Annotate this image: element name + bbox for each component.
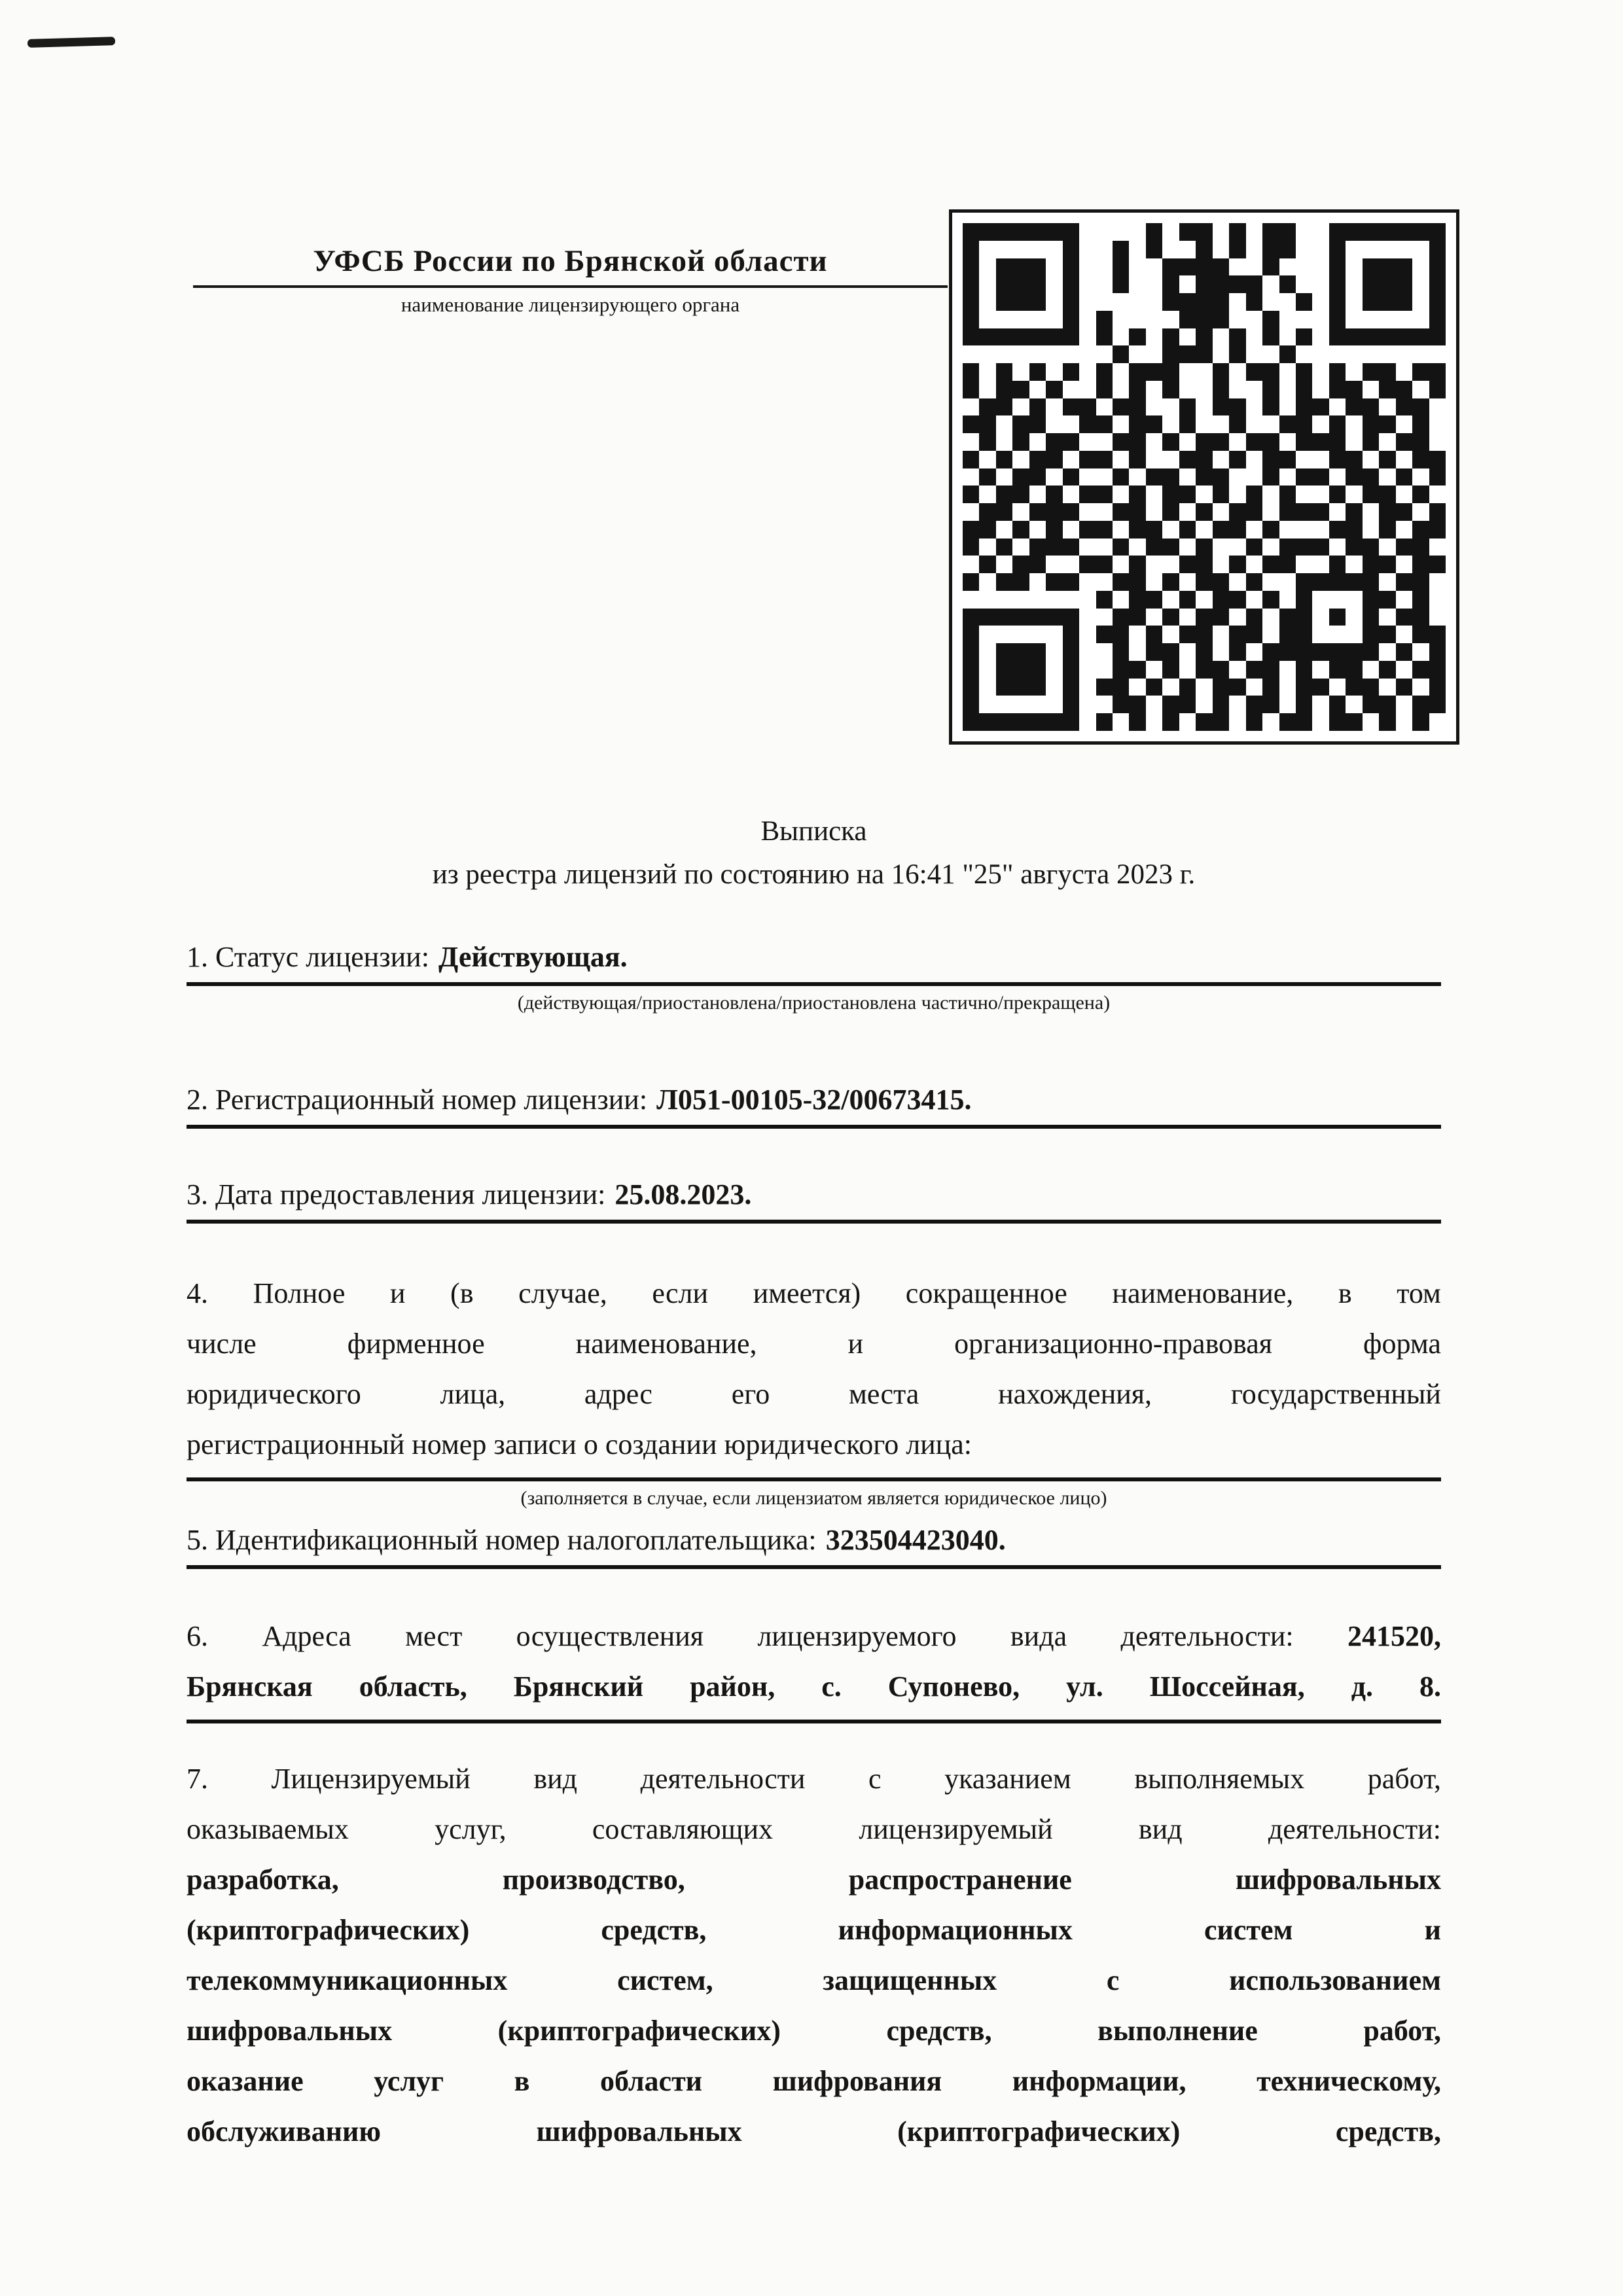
paragraph-line bbox=[187, 2106, 1441, 2157]
header-underline bbox=[193, 285, 948, 288]
text-word: выполнение bbox=[1097, 2015, 1258, 2047]
text-word: осуществления bbox=[516, 1620, 704, 1652]
text-word: систем, bbox=[617, 1964, 713, 1996]
text-word: (криптографических) bbox=[897, 2115, 1181, 2147]
text-word: в bbox=[1338, 1277, 1352, 1309]
license-status-caption: (действующая/приостановлена/приостановлена частично/прекращена) bbox=[517, 992, 1111, 1014]
text-word: с. bbox=[821, 1670, 842, 1703]
paragraph-line bbox=[187, 1369, 1441, 1419]
paragraph-line bbox=[187, 1419, 1441, 1470]
text-word: шифровальных bbox=[536, 2115, 742, 2147]
item-grant-date bbox=[187, 1178, 1441, 1224]
text-word: шифровальных bbox=[1235, 1863, 1441, 1896]
text-word: случае, bbox=[518, 1277, 607, 1309]
text-word: Полное bbox=[253, 1277, 346, 1309]
document-subtitle: из реестра лицензий по состоянию на 16:41 "25" августа 2023 г. bbox=[432, 859, 1196, 890]
text-word: форма bbox=[1363, 1328, 1441, 1360]
text-word: деятельности bbox=[640, 1763, 806, 1795]
text-word: и bbox=[847, 1328, 864, 1360]
qr-code bbox=[949, 209, 1459, 745]
paragraph-line bbox=[187, 1804, 1441, 1854]
text-word: работ, bbox=[1367, 1763, 1441, 1795]
text-word: 7. bbox=[187, 1763, 208, 1795]
text-word: использованием bbox=[1229, 1964, 1441, 1996]
text-word: его bbox=[731, 1378, 770, 1410]
text-word: указанием bbox=[944, 1763, 1071, 1795]
text-word: защищенных bbox=[823, 1964, 997, 1996]
license-status-value: Действующая. bbox=[438, 941, 628, 973]
text-word: разработка, bbox=[187, 1863, 339, 1896]
text-word: мест bbox=[405, 1620, 463, 1652]
text-word: выполняемых bbox=[1134, 1763, 1305, 1795]
text-word: с bbox=[868, 1763, 882, 1795]
text-word: фирменное bbox=[347, 1328, 485, 1360]
text-word: адрес bbox=[584, 1378, 652, 1410]
taxpayer-number-label: 5. Идентификационный номер налогоплательщика: bbox=[187, 1524, 817, 1556]
text-word: вид bbox=[533, 1763, 578, 1795]
text-word: Брянская bbox=[187, 1670, 313, 1703]
registration-number-value: Л051-00105-32/00673415. bbox=[656, 1084, 972, 1116]
text-word: и bbox=[1424, 1914, 1441, 1946]
text-segment: регистрационный номер записи о создании юридического лица: bbox=[187, 1428, 972, 1460]
item-legal-entity-name bbox=[187, 1268, 1441, 1510]
text-word: область, bbox=[359, 1670, 467, 1703]
text-word: Супонево, bbox=[887, 1670, 1020, 1703]
licensing-authority-name: УФСБ России по Брянской области bbox=[313, 244, 828, 278]
item-licensed-activity bbox=[187, 1754, 1441, 2157]
licensed-activity-paragraph bbox=[187, 1754, 1441, 2157]
text-word: средств, bbox=[601, 1914, 707, 1946]
paragraph-line bbox=[187, 1905, 1441, 1955]
text-word: средств, bbox=[1335, 2115, 1441, 2147]
text-word: информационных bbox=[838, 1914, 1073, 1946]
text-word: вида bbox=[1010, 1620, 1067, 1652]
grant-date-value: 25.08.2023. bbox=[615, 1178, 752, 1210]
text-word: нахождения, bbox=[998, 1378, 1152, 1410]
legal-entity-name-caption: (заполняется в случае, если лицензиатом является юридическое лицо) bbox=[520, 1487, 1107, 1509]
text-word: систем bbox=[1204, 1914, 1293, 1946]
text-word: государственный bbox=[1230, 1378, 1441, 1410]
text-word: 4. bbox=[187, 1277, 208, 1309]
text-word: оказываемых bbox=[187, 1813, 349, 1845]
text-word: обслуживанию bbox=[187, 2115, 381, 2147]
paragraph-line bbox=[187, 1854, 1441, 1905]
text-word: (в bbox=[450, 1277, 474, 1309]
licensing-authority-caption: наименование лицензирующего органа bbox=[401, 293, 740, 316]
paragraph-line bbox=[187, 1318, 1441, 1369]
document-title: Выписка bbox=[760, 816, 867, 847]
item-activity-addresses bbox=[187, 1611, 1441, 1723]
text-word: телекоммуникационных bbox=[187, 1964, 508, 1996]
paragraph-line bbox=[187, 1754, 1441, 1804]
text-word: шифрования bbox=[772, 2065, 942, 2097]
licensing-authority-header bbox=[193, 243, 948, 317]
text-word: (криптографических) bbox=[187, 1914, 470, 1946]
text-word: 241520, bbox=[1347, 1620, 1441, 1652]
text-word: 6. bbox=[187, 1620, 208, 1652]
paragraph-line bbox=[187, 1611, 1441, 1661]
text-word: деятельности: bbox=[1120, 1620, 1294, 1652]
text-word: Лицензируемый bbox=[271, 1763, 471, 1795]
grant-date-line bbox=[187, 1178, 1441, 1224]
text-word: и bbox=[389, 1277, 406, 1309]
text-word: места bbox=[849, 1378, 919, 1410]
paragraph-line bbox=[187, 1661, 1441, 1712]
text-word: распространение bbox=[848, 1863, 1072, 1896]
license-status-line bbox=[187, 940, 1441, 986]
text-word: Брянский bbox=[513, 1670, 644, 1703]
scan-artifact-mark bbox=[27, 37, 115, 48]
text-word: составляющих bbox=[592, 1813, 774, 1845]
registration-number-line bbox=[187, 1083, 1441, 1129]
text-word: если bbox=[652, 1277, 708, 1309]
text-word: средств, bbox=[886, 2015, 992, 2047]
text-word: ул. bbox=[1066, 1670, 1103, 1703]
text-word: имеется) bbox=[753, 1277, 861, 1309]
text-word: работ, bbox=[1363, 2015, 1441, 2047]
text-word: вид bbox=[1138, 1813, 1183, 1845]
text-word: производство, bbox=[502, 1863, 685, 1896]
text-word: организационно-правовая bbox=[954, 1328, 1273, 1360]
text-word: техническому, bbox=[1257, 2065, 1441, 2097]
text-word: д. bbox=[1351, 1670, 1373, 1703]
text-word: области bbox=[599, 2065, 703, 2097]
text-word: район, bbox=[690, 1670, 776, 1703]
text-word: том bbox=[1397, 1277, 1441, 1309]
text-word: юридического bbox=[187, 1378, 361, 1410]
text-word: лицензируемый bbox=[859, 1813, 1053, 1845]
taxpayer-number-value: 323504423040. bbox=[825, 1524, 1006, 1556]
paragraph-line bbox=[187, 1268, 1441, 1318]
license-status-label: 1. Статус лицензии: bbox=[187, 941, 429, 973]
text-word: оказание bbox=[187, 2065, 304, 2097]
text-word: Адреса bbox=[262, 1620, 351, 1652]
paragraph-line bbox=[187, 2005, 1441, 2056]
text-word: услуг bbox=[374, 2065, 444, 2097]
text-word: информации, bbox=[1012, 2065, 1186, 2097]
document-title-block bbox=[187, 815, 1441, 891]
text-word: лица, bbox=[440, 1378, 506, 1410]
activity-addresses-paragraph bbox=[187, 1611, 1441, 1723]
text-word: 8. bbox=[1419, 1670, 1441, 1703]
item-taxpayer-number bbox=[187, 1523, 1441, 1569]
paragraph-line bbox=[187, 2056, 1441, 2106]
grant-date-label: 3. Дата предоставления лицензии: bbox=[187, 1178, 606, 1210]
registration-number-label: 2. Регистрационный номер лицензии: bbox=[187, 1084, 648, 1116]
text-word: числе bbox=[187, 1328, 257, 1360]
text-word: в bbox=[514, 2065, 530, 2097]
taxpayer-number-line bbox=[187, 1523, 1441, 1569]
text-word: (криптографических) bbox=[497, 2015, 781, 2047]
paragraph-line bbox=[187, 1955, 1441, 2005]
text-word: Шоссейная, bbox=[1149, 1670, 1305, 1703]
item-registration-number bbox=[187, 1083, 1441, 1129]
text-word: с bbox=[1106, 1964, 1120, 1996]
text-word: наименование, bbox=[575, 1328, 757, 1360]
text-word: деятельности: bbox=[1268, 1813, 1441, 1845]
text-word: услуг, bbox=[435, 1813, 507, 1845]
legal-entity-name-paragraph bbox=[187, 1268, 1441, 1481]
text-word: лицензируемого bbox=[757, 1620, 957, 1652]
text-word: шифровальных bbox=[187, 2015, 393, 2047]
text-word: сокращенное bbox=[905, 1277, 1067, 1309]
text-word: наименование, bbox=[1112, 1277, 1294, 1309]
item-license-status bbox=[187, 940, 1441, 1014]
